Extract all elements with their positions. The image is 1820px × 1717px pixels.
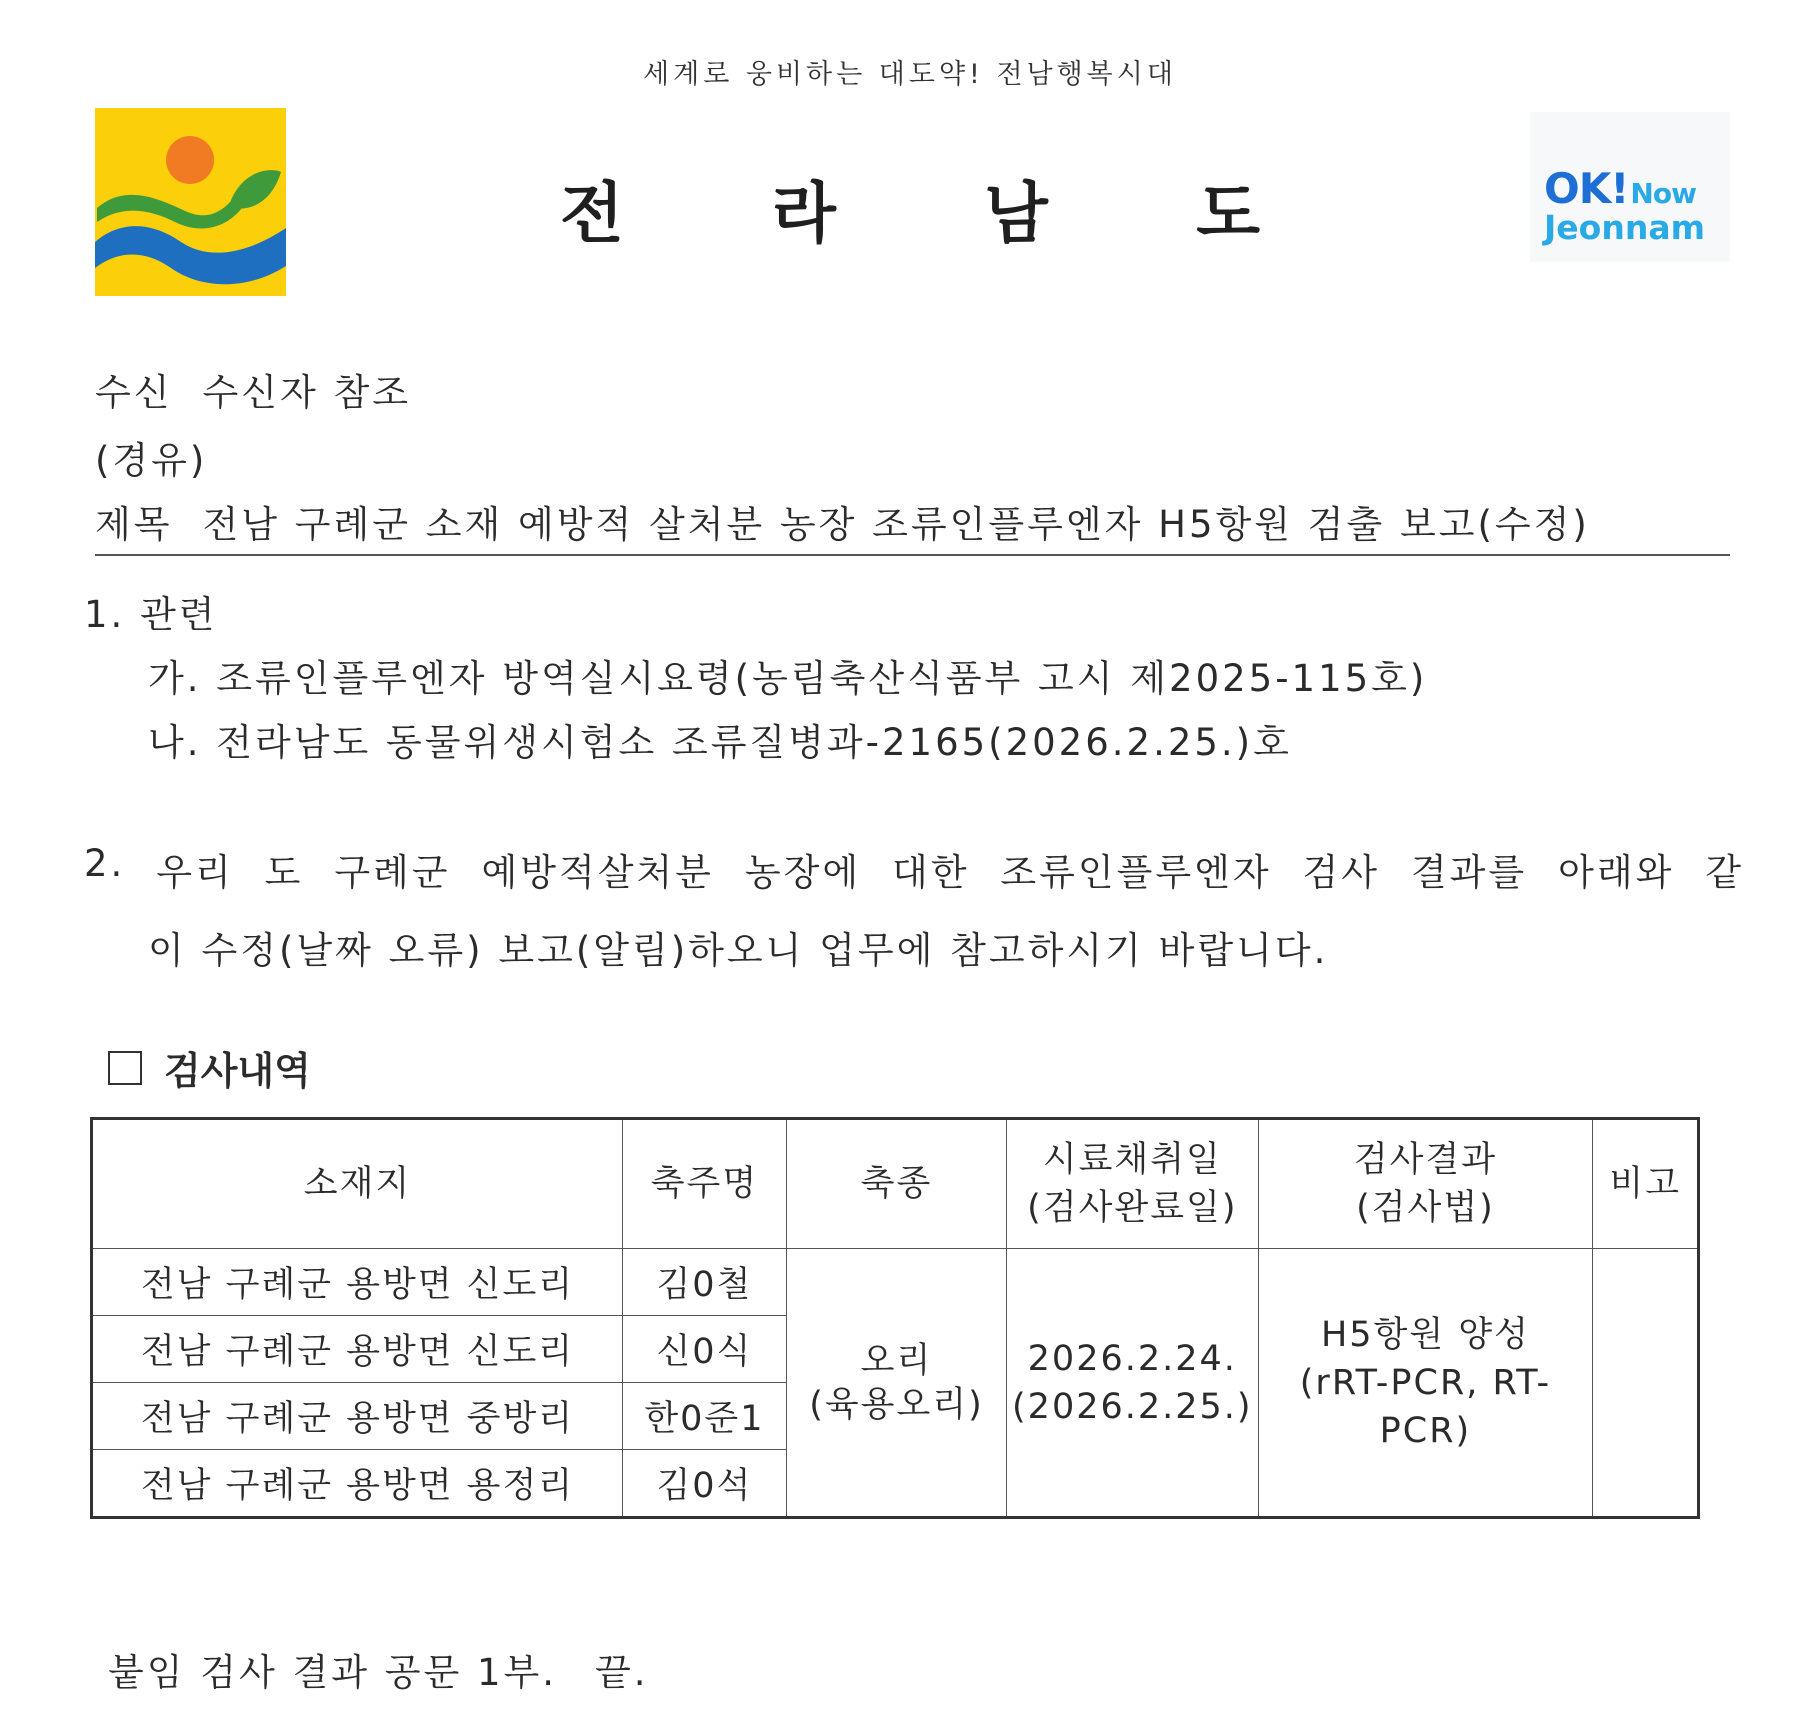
word: 우리 — [156, 851, 234, 894]
word: 도 — [264, 851, 304, 894]
word: 검사 — [1302, 851, 1381, 894]
cell-line: (2026.2.25.) — [1012, 1386, 1253, 1427]
table-header-row — [92, 1119, 1699, 1249]
subject-value: 전남 구례군 소재 예방적 살처분 농장 조류인플루엔자 H5항원 검출 보고(수정) — [202, 503, 1590, 546]
cell-line: H5항원 양성 — [1320, 1314, 1530, 1355]
attachment-text: 붙임 검사 결과 공문 1부. — [108, 1651, 558, 1694]
section-1-item-na: 나. 전라남도 동물위생시험소 조류질병과-2165(2026.2.25.)호 — [148, 721, 1292, 764]
header-line: 시료채취일 — [1042, 1140, 1222, 1180]
word: 구례군 — [334, 851, 451, 894]
section-1-item-ga: 가. 조류인플루엔자 방역실시요령(농림축산식품부 고시 제2025-115호) — [148, 657, 1428, 700]
cell-owner: 김0석 — [622, 1450, 786, 1518]
header-owner: 축주명 — [622, 1119, 786, 1249]
via-row: (경유) — [95, 439, 208, 482]
cell-line: 2026.2.24. — [1027, 1338, 1237, 1379]
word: 예방적살처분 — [481, 851, 714, 894]
cell-species — [786, 1249, 1006, 1518]
inspection-table — [90, 1117, 1700, 1519]
jeonnam-text: Jeonnam — [1544, 208, 1705, 247]
section-1-title: 1. 관련 — [84, 593, 218, 636]
inspection-heading-text: 검사내역 — [164, 1049, 311, 1093]
cell-line: 오리 — [860, 1340, 933, 1381]
jeonnam-emblem-logo — [95, 108, 286, 296]
section-2-line-1 — [84, 842, 1744, 896]
cell-sample-date — [1007, 1249, 1258, 1518]
subject-label: 제목 — [95, 503, 173, 546]
header-line: (검사법) — [1356, 1188, 1495, 1228]
table-row — [92, 1249, 1699, 1316]
word: 2. — [84, 842, 126, 885]
header-remarks: 비고 — [1593, 1119, 1699, 1249]
end-mark: 끝. — [595, 1651, 649, 1694]
now-text: Now — [1630, 177, 1696, 210]
title-char: 전 — [560, 175, 624, 252]
cell-owner: 김0철 — [622, 1249, 786, 1316]
cell-owner: 신0식 — [622, 1316, 786, 1383]
recipient-label: 수신 — [95, 371, 173, 414]
subject-row — [95, 494, 1590, 548]
ok-text: OK! — [1544, 164, 1629, 213]
inspection-heading — [108, 1040, 311, 1095]
word: 대한 — [892, 851, 970, 894]
cell-owner: 한0준1 — [622, 1383, 786, 1450]
cell-location: 전남 구례군 용방면 신도리 — [92, 1249, 623, 1316]
section-2-line-2: 이 수정(날짜 오류) 보고(알림)하오니 업무에 참고하시기 바랍니다. — [148, 929, 1329, 972]
cell-location: 전남 구례군 용방면 용정리 — [92, 1450, 623, 1518]
checkbox-icon — [108, 1051, 142, 1085]
word: 같 — [1705, 851, 1744, 894]
ok-now-jeonnam-logo — [1530, 112, 1730, 262]
header-species: 축종 — [786, 1119, 1006, 1249]
header-line: (검사완료일) — [1027, 1188, 1238, 1228]
slogan: 세계로 웅비하는 대도약! 전남행복시대 — [643, 59, 1177, 90]
attachment-line — [108, 1642, 649, 1696]
cell-location: 전남 구례군 용방면 신도리 — [92, 1316, 623, 1383]
word: 아래와 — [1558, 851, 1675, 894]
cell-line: (rRT-PCR, RT-PCR) — [1299, 1362, 1552, 1451]
header-result — [1258, 1119, 1593, 1249]
cell-result — [1258, 1249, 1593, 1518]
word: 조류인플루엔자 — [1000, 851, 1272, 894]
title-char: 라 — [772, 175, 836, 252]
cell-location: 전남 구례군 용방면 중방리 — [92, 1383, 623, 1450]
title-char: 남 — [984, 175, 1048, 252]
recipient-value: 수신자 참조 — [202, 371, 411, 414]
header-sample-date — [1007, 1119, 1258, 1249]
cell-remarks — [1593, 1249, 1699, 1518]
section-2-paragraph — [84, 842, 1744, 974]
organization-title — [560, 160, 1260, 255]
title-char: 도 — [1196, 175, 1260, 252]
word: 결과를 — [1410, 851, 1528, 894]
header-divider — [95, 554, 1730, 556]
recipient-row — [95, 362, 411, 416]
header-location: 소재지 — [92, 1119, 623, 1249]
cell-line: (육용오리) — [809, 1384, 984, 1425]
word: 농장에 — [744, 851, 862, 894]
header-line: 검사결과 — [1353, 1140, 1498, 1180]
